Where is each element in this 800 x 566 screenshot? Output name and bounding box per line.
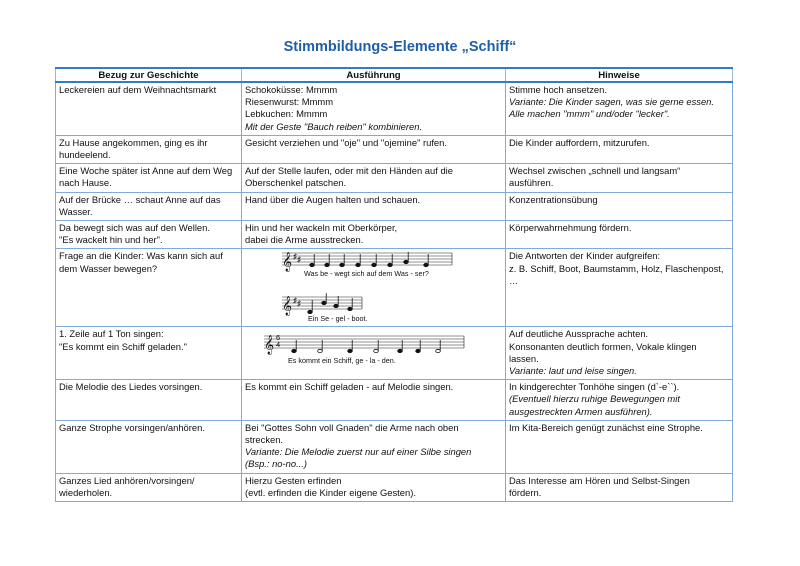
music-staff-es-kommt (242, 327, 506, 375)
notes-cell (506, 249, 733, 327)
music-lyrics-line: Ein Se - gel - boot. (308, 314, 368, 324)
execution-text: Auf der Stelle laufen, oder mit den Händen auf die (245, 165, 453, 177)
notes-cell (506, 164, 733, 192)
execution-text: dabei die Arme ausstrecken. (245, 234, 364, 246)
notes-cell (506, 380, 733, 421)
execution-text: Oberschenkel patschen. (245, 177, 347, 189)
notes-variant-text: ausgestreckten Armen ausführen). (509, 405, 653, 417)
story-text: wiederholen. (59, 486, 113, 498)
notes-text: fördern. (509, 486, 542, 498)
svg-text:♯: ♯ (293, 252, 297, 262)
notes-text: ausführen. (509, 177, 554, 189)
story-text: Die Melodie des Liedes vorsingen. (59, 381, 203, 393)
table-row (56, 221, 733, 249)
svg-text:♯: ♯ (297, 299, 301, 309)
table-row (56, 135, 733, 163)
table-row (56, 327, 733, 380)
execution-text: Hand über die Augen halten und schauen. (245, 193, 421, 205)
svg-text:𝄞: 𝄞 (264, 335, 275, 355)
execution-variant-text: Variante: Die Melodie zuerst nur auf einer Silbe singen (245, 446, 472, 458)
notes-text: Die Antworten der Kinder aufgreifen: (509, 250, 661, 262)
story-text: Ganze Strophe vorsingen/anhören. (59, 421, 205, 433)
table-row (56, 192, 733, 220)
notes-cell (506, 420, 733, 473)
svg-text:𝄞: 𝄞 (282, 296, 293, 316)
execution-text: Hierzu Gesten erfinden (245, 474, 342, 486)
story-cell (56, 327, 242, 380)
execution-text: strecken. (245, 434, 284, 446)
execution-cell (242, 221, 506, 249)
execution-variant-text: (Bsp.: no-no...) (245, 458, 308, 470)
story-text: "Es wackelt hin und her". (59, 234, 163, 246)
music-staff-was-bewegt (242, 249, 506, 329)
music-notation-cell (242, 327, 506, 380)
table-row (56, 164, 733, 192)
execution-text: Lebkuchen: Mmmm (245, 108, 328, 120)
execution-text: Schokoküsse: Mmmm (245, 84, 338, 95)
story-text: hundeelend. (59, 149, 111, 161)
story-text: 1. Zeile auf 1 Ton singen: (59, 328, 164, 340)
header-notes: Hinweise (506, 68, 733, 82)
execution-cell (242, 380, 506, 421)
notes-text: Körperwahrnehmung fördern. (509, 222, 632, 234)
notes-text: Konsonanten deutlich formen, Vokale klingen (509, 340, 697, 352)
notes-cell (506, 473, 733, 501)
story-text: Leckereien auf dem Weihnachtsmarkt (59, 84, 217, 95)
table-row (56, 473, 733, 501)
exercise-table (55, 67, 733, 502)
svg-text:6: 6 (276, 333, 281, 343)
notes-cell (506, 327, 733, 380)
execution-variant-text: Mit der Geste "Bauch reiben" kombinieren. (245, 120, 423, 132)
story-text: Wasser. (59, 205, 93, 217)
table-header-row (56, 68, 733, 82)
notes-cell (506, 192, 733, 220)
execution-cell (242, 420, 506, 473)
execution-text: Es kommt ein Schiff geladen - auf Melodie singen. (245, 381, 454, 393)
notes-text: lassen. (509, 352, 539, 364)
story-cell (56, 473, 242, 501)
notes-text: Wechsel zwischen „schnell und langsam“ (509, 165, 681, 177)
story-text: Auf der Brücke … schaut Anne auf das (59, 193, 221, 205)
execution-cell (242, 135, 506, 163)
notes-variant-text: Variante: laut und leise singen. (509, 365, 637, 377)
table-row (56, 249, 733, 327)
svg-text:♯: ♯ (297, 255, 301, 265)
story-text: dem Wasser bewegen? (59, 262, 158, 274)
header-execution: Ausführung (242, 68, 506, 82)
story-text: Frage an die Kinder: Was kann sich auf (59, 250, 223, 262)
story-cell (56, 420, 242, 473)
notes-text: Die Kinder auffordern, mitzurufen. (509, 136, 650, 148)
story-cell (56, 380, 242, 421)
notes-cell (506, 221, 733, 249)
svg-text:4: 4 (276, 340, 281, 350)
story-cell (56, 164, 242, 192)
notes-text: z. B. Schiff, Boot, Baumstamm, Holz, Flaschenpost, (509, 262, 724, 274)
notes-text: Stimme hoch ansetzen. (509, 84, 607, 95)
story-cell (56, 192, 242, 220)
execution-text: Gesicht verziehen und "oje" und "ojemine" rufen. (245, 136, 447, 148)
notes-text: In kindgerechter Tonhöhe singen (d`-e``). (509, 381, 680, 393)
story-cell (56, 82, 242, 135)
execution-text: Hin und her wackeln mit Oberkörper, (245, 222, 398, 234)
notes-cell (506, 82, 733, 135)
execution-cell (242, 192, 506, 220)
music-notation-cell (242, 249, 506, 327)
notes-cell (506, 135, 733, 163)
notes-variant-text: (Eventuell hierzu ruhige Bewegungen mit (509, 393, 680, 405)
page-title: Stimmbildungs-Elemente „Schiff“ (283, 39, 517, 55)
story-cell (56, 249, 242, 327)
execution-cell (242, 82, 506, 135)
table-row (56, 420, 733, 473)
execution-text: (evtl. erfinden die Kinder eigene Gesten). (245, 486, 416, 498)
notes-variant-text: Variante: Die Kinder sagen, was sie gerne essen. (509, 96, 714, 108)
svg-text:♯: ♯ (293, 296, 297, 306)
execution-cell (242, 164, 506, 192)
notes-text: Im Kita-Bereich genügt zunächst eine Strophe. (509, 421, 703, 433)
story-text: Da bewegt sich was auf den Wellen. (59, 222, 210, 234)
story-text: Zu Hause angekommen, ging es ihr (59, 136, 208, 148)
execution-text: Bei "Gottes Sohn voll Gnaden" die Arme nach oben (245, 421, 459, 433)
story-text: Eine Woche später ist Anne auf dem Weg (59, 165, 233, 177)
header-story: Bezug zur Geschichte (56, 68, 242, 82)
story-text: nach Hause. (59, 177, 112, 189)
table-row (56, 380, 733, 421)
music-lyrics-line: Es kommt ein Schiff, ge - la - den. (288, 356, 396, 366)
notes-text: … (509, 274, 519, 286)
table-row (56, 82, 733, 135)
notes-text: Konzentrationsübung (509, 193, 598, 205)
story-cell (56, 135, 242, 163)
music-lyrics-line: Was be - wegt sich auf dem Was - ser? (304, 269, 429, 279)
execution-text: Riesenwurst: Mmmm (245, 96, 334, 108)
story-text: Ganzes Lied anhören/vorsingen/ (59, 474, 195, 486)
svg-text:𝄞: 𝄞 (282, 252, 293, 272)
notes-variant-text: Alle machen "mmm" und/oder "lecker". (509, 108, 670, 120)
story-text: "Es kommt ein Schiff geladen." (59, 340, 187, 352)
notes-text: Das Interesse am Hören und Selbst-Singen (509, 474, 690, 486)
notes-text: Auf deutliche Aussprache achten. (509, 328, 649, 340)
story-cell (56, 221, 242, 249)
execution-cell (242, 473, 506, 501)
